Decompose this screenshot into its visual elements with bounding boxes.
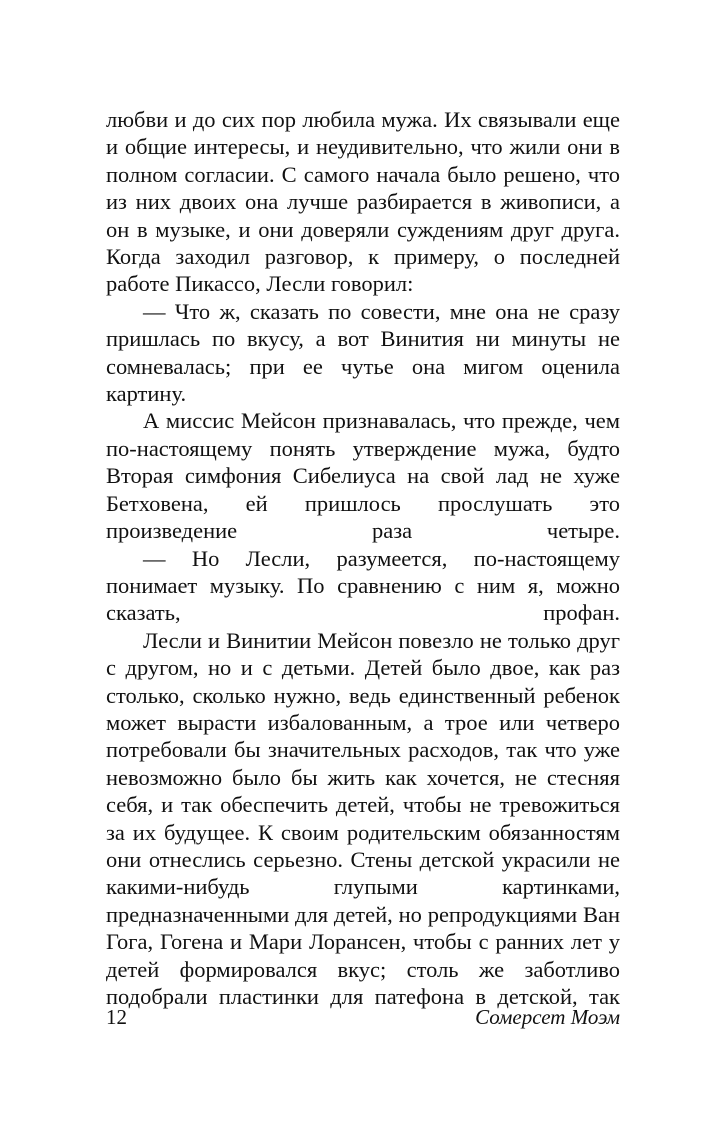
body-text [106,106,620,1010]
page-number: 12 [106,1005,127,1029]
running-footer-author: Сомерсет Моэм [475,1005,620,1029]
paragraph-1: любви и до сих пор любила мужа. Их связывали еще и общие интересы, и неудивительно, что жили они в полном согласии. С самого начала было решено, что из них двоих она лучше разбирается в живописи, а он в музыке, и они доверяли суждениям друг друга. Когда заходил разговор, к примеру, о последней работе Пикассо, Лесли говорил: [106,107,620,297]
paragraph-2-dialogue: — Что ж, сказать по совести, мне она не сразу пришлась по вкусу, а вот Винития ни минуты не сомневалась; при ее чутье она мигом оценила картину. [106,298,620,407]
paragraph-5: Лесли и Винитии Мейсон повезло не только друг с другом, но и с детьми. Детей было двое, как раз столько, сколько нужно, ведь единственный ребенок может вырасти избалованным, а трое или четверо потребовали бы значительных расходов, так что уже невозможно было бы жить как хочется, не стесняя себя, и так обеспечить детей, чтобы не тревожиться за их будущее. К своим родительским обязанностям они отнеслись серьезно. Стены детской украсили не какими-нибудь глупыми картинками, предназначенными для детей, но репродукциями Ван Гога, Гогена и Мари Лорансен, чтобы с ранних лет у детей формировался вкус; столь же заботливо подобрали пластинки для патефона в детской, так [106,627,620,1009]
paragraph-3: А миссис Мейсон признавалась, что прежде, чем по-настоящему понять утверждение мужа, будто Вторая симфония Сибелиуса на свой лад не хуже Бетховена, ей пришлось прослушать это произведение раза четыре. [106,408,620,544]
paragraph-4-dialogue: — Но Лесли, разумеется, по-настоящему понимает музыку. По сравнению с ним я, можно сказать, профан. [106,545,620,626]
